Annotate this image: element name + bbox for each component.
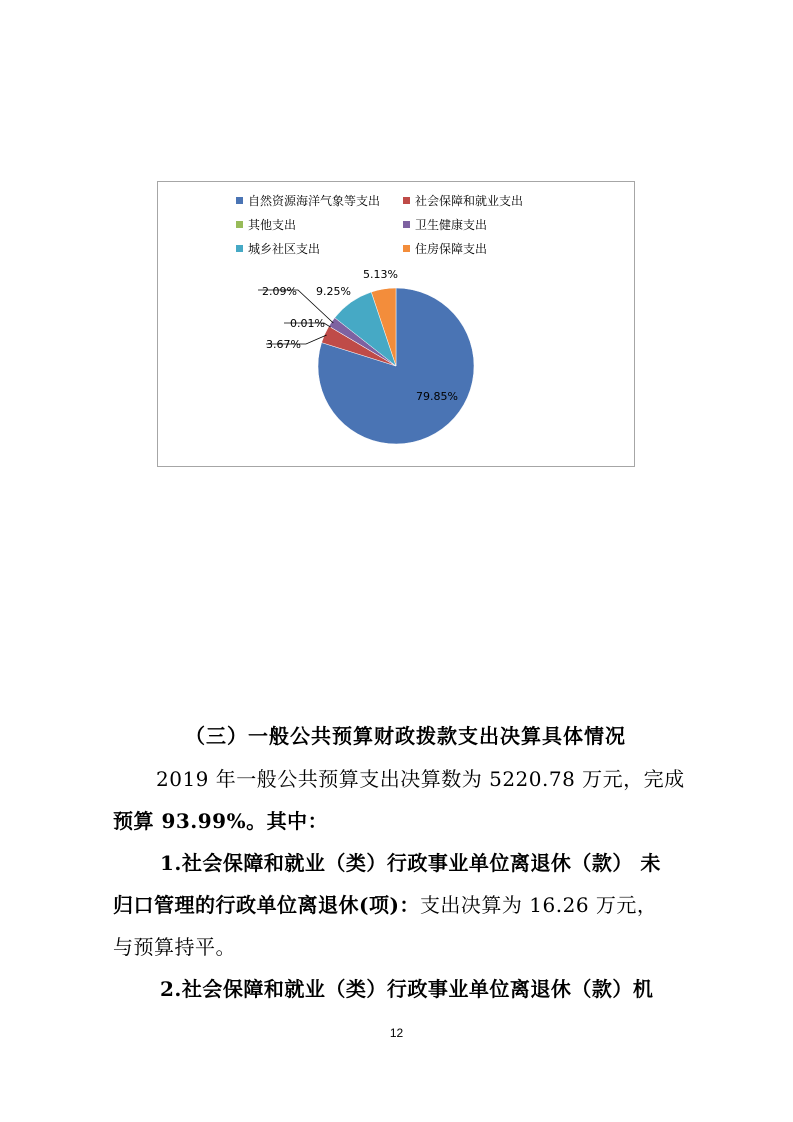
legend-label-3: 其他支出 (248, 218, 297, 232)
pie-chart (157, 181, 635, 467)
section-heading: （三）一般公共预算财政拨款支出决算具体情况 (185, 724, 626, 748)
pie-slices (318, 288, 474, 444)
data-label-1: 79.85% (416, 390, 458, 403)
legend-label-5: 城乡社区支出 (248, 242, 321, 256)
data-label-5: 9.25% (316, 285, 351, 298)
legend-label-1: 自然资源海洋气象等支出 (248, 194, 381, 208)
data-label-2: 3.67% (266, 338, 301, 351)
legend-label-6: 住房保障支出 (415, 242, 488, 256)
paragraph-2-line-1: 1.社会保障和就业（类）行政事业单位离退休（款） 未 (160, 851, 661, 875)
data-label-3: 0.01% (290, 317, 325, 330)
legend-label-2: 社会保障和就业支出 (415, 194, 524, 208)
paragraph-1-line-2: 预算 93.99%。其中： (113, 809, 329, 833)
data-label-6: 5.13% (363, 268, 398, 281)
paragraph-1-line-1: 2019 年一般公共预算支出决算数为 5220.78 万元，完成 (156, 767, 685, 791)
page-number: 12 (389, 1026, 404, 1040)
paragraph-2-line-3: 与预算持平。 (113, 935, 236, 959)
data-label-4: 2.09% (262, 285, 297, 298)
paragraph-2-item-title: 归口管理的行政单位离退休(项)： (113, 893, 420, 917)
paragraph-2-line-2 (113, 889, 657, 918)
legend-label-4: 卫生健康支出 (415, 218, 488, 232)
pie-svg (158, 182, 634, 466)
paragraph-3-line-1: 2.社会保障和就业（类）行政事业单位离退休（款）机 (160, 977, 654, 1001)
paragraph-2-item-text: 支出决算为 16.26 万元， (419, 893, 658, 917)
